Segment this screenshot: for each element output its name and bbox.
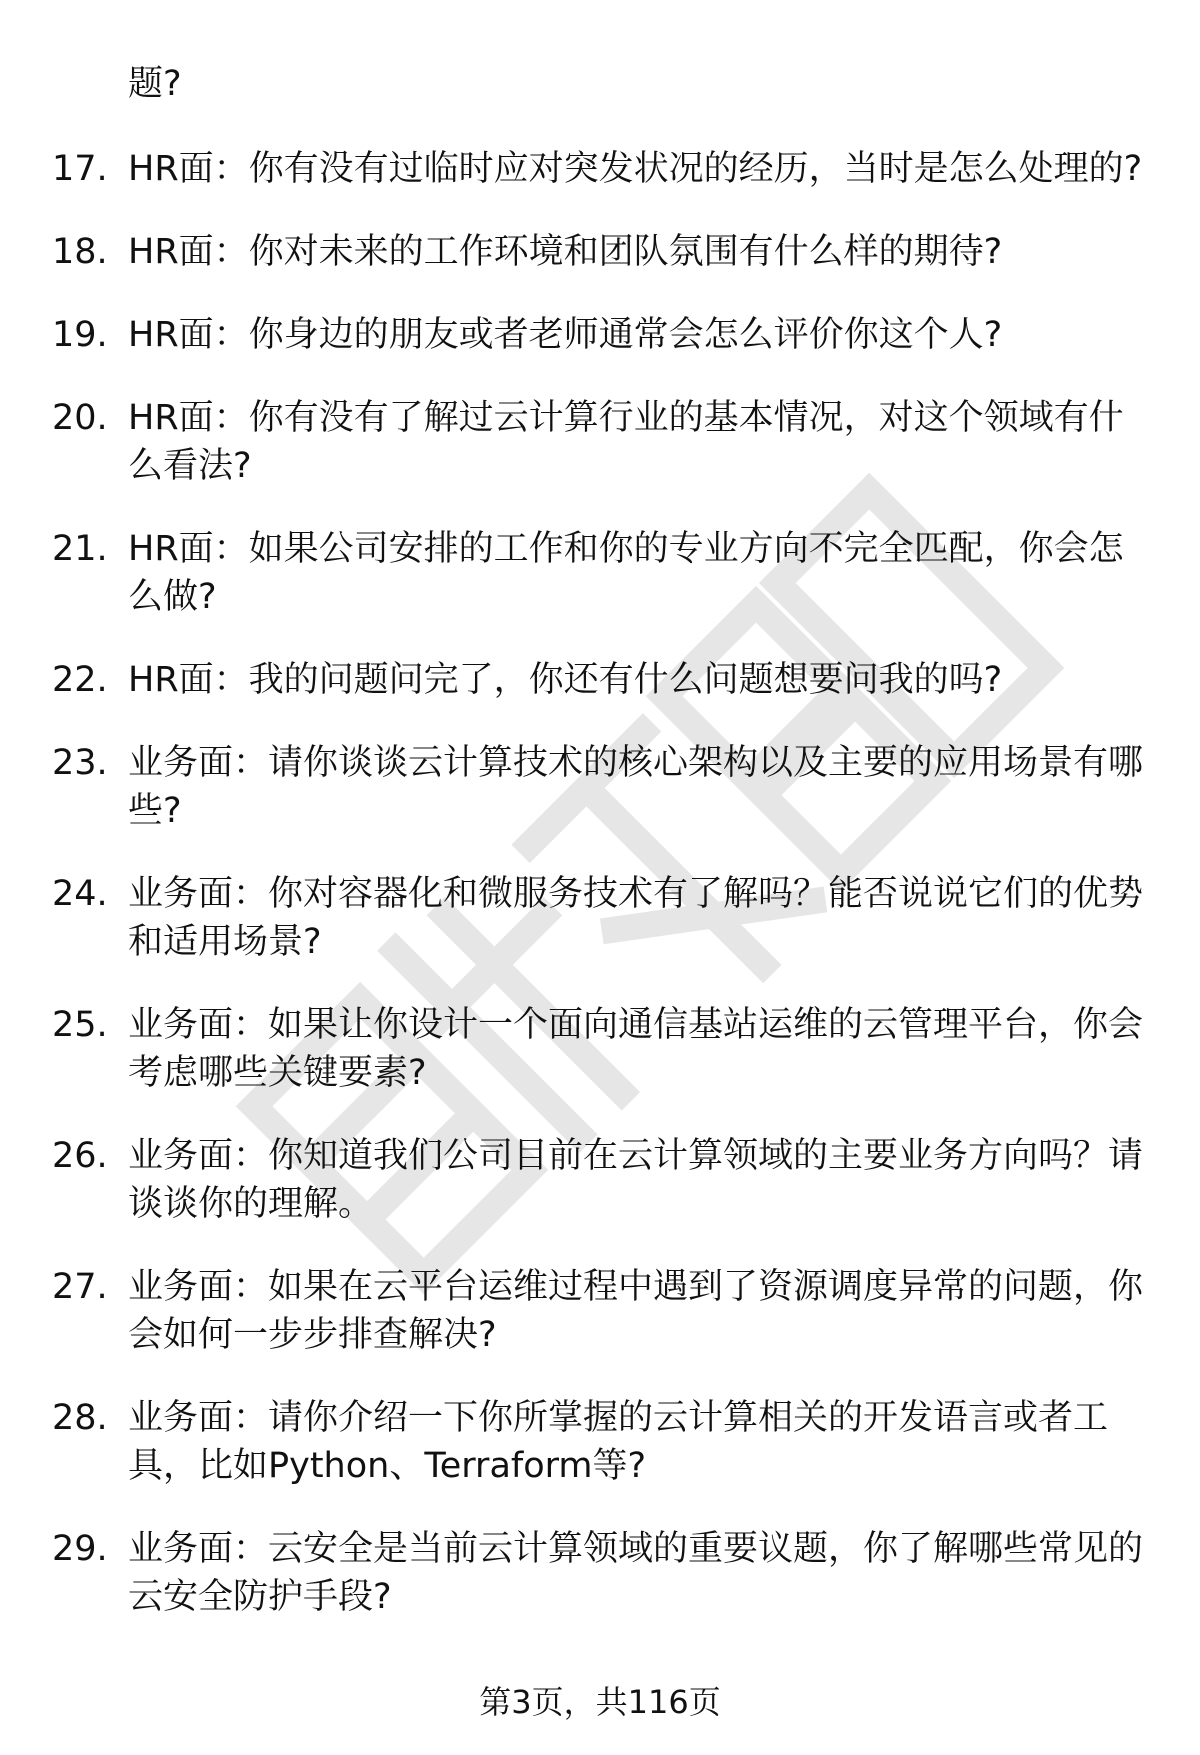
item-text: 业务面：请你介绍一下你所掌握的云计算相关的开发语言或者工具，比如Python、Terraform等? <box>128 1398 1109 1486</box>
list-item <box>0 228 1200 276</box>
item-text: HR面：如果公司安排的工作和你的专业方向不完全匹配，你会怎么做? <box>128 529 1124 617</box>
item-number: 26. <box>52 1136 108 1176</box>
item-number: 24. <box>52 874 108 914</box>
item-number: 20. <box>52 398 108 438</box>
list-item <box>0 145 1200 193</box>
item-number: 28. <box>52 1398 108 1438</box>
list-item <box>0 1132 1200 1228</box>
item-number: 29. <box>52 1529 108 1569</box>
list-item <box>0 394 1200 490</box>
item-text: 业务面：云安全是当前云计算领域的重要议题，你了解哪些常见的云安全防护手段? <box>128 1529 1144 1617</box>
page-footer: 第3页，共116页 <box>479 1683 721 1721</box>
item-text: 业务面：如果在云平台运维过程中遇到了资源调度异常的问题，你会如何一步步排查解决? <box>128 1267 1144 1355</box>
item-text: HR面：你对未来的工作环境和团队氛围有什么样的期待? <box>128 232 1003 272</box>
list-item <box>0 870 1200 966</box>
item-number: 18. <box>52 232 108 272</box>
item-text: HR面：我的问题问完了，你还有什么问题想要问我的吗? <box>128 660 1003 700</box>
list-item <box>0 525 1200 621</box>
list-item <box>0 1525 1200 1621</box>
list-item <box>0 1394 1200 1490</box>
item-number: 21. <box>52 529 108 569</box>
item-number: 19. <box>52 315 108 355</box>
item-number: 23. <box>52 743 108 783</box>
item-number: 22. <box>52 660 108 700</box>
item-number: 27. <box>52 1267 108 1307</box>
item-text: 业务面：如果让你设计一个面向通信基站运维的云管理平台，你会考虑哪些关键要素? <box>128 1005 1144 1093</box>
list-item <box>0 311 1200 359</box>
list-item <box>0 1001 1200 1097</box>
item-text: 业务面：你对容器化和微服务技术有了解吗？能否说说它们的优势和适用场景? <box>128 874 1144 962</box>
item-text: 业务面：请你谈谈云计算技术的核心架构以及主要的应用场景有哪些? <box>128 743 1144 831</box>
list-item <box>0 1263 1200 1359</box>
item-text: HR面：你身边的朋友或者老师通常会怎么评价你这个人? <box>128 315 1003 355</box>
list-item <box>0 739 1200 835</box>
item-number: 17. <box>52 149 108 189</box>
item-text: 业务面：你知道我们公司目前在云计算领域的主要业务方向吗？请谈谈你的理解。 <box>128 1136 1144 1224</box>
continuation-text: 题? <box>128 64 182 104</box>
item-number: 25. <box>52 1005 108 1045</box>
list-item <box>0 656 1200 704</box>
question-list <box>0 145 1200 1656</box>
item-text: HR面：你有没有了解过云计算行业的基本情况，对这个领域有什么看法? <box>128 398 1124 486</box>
item-text: HR面：你有没有过临时应对突发状况的经历，当时是怎么处理的? <box>128 149 1143 189</box>
